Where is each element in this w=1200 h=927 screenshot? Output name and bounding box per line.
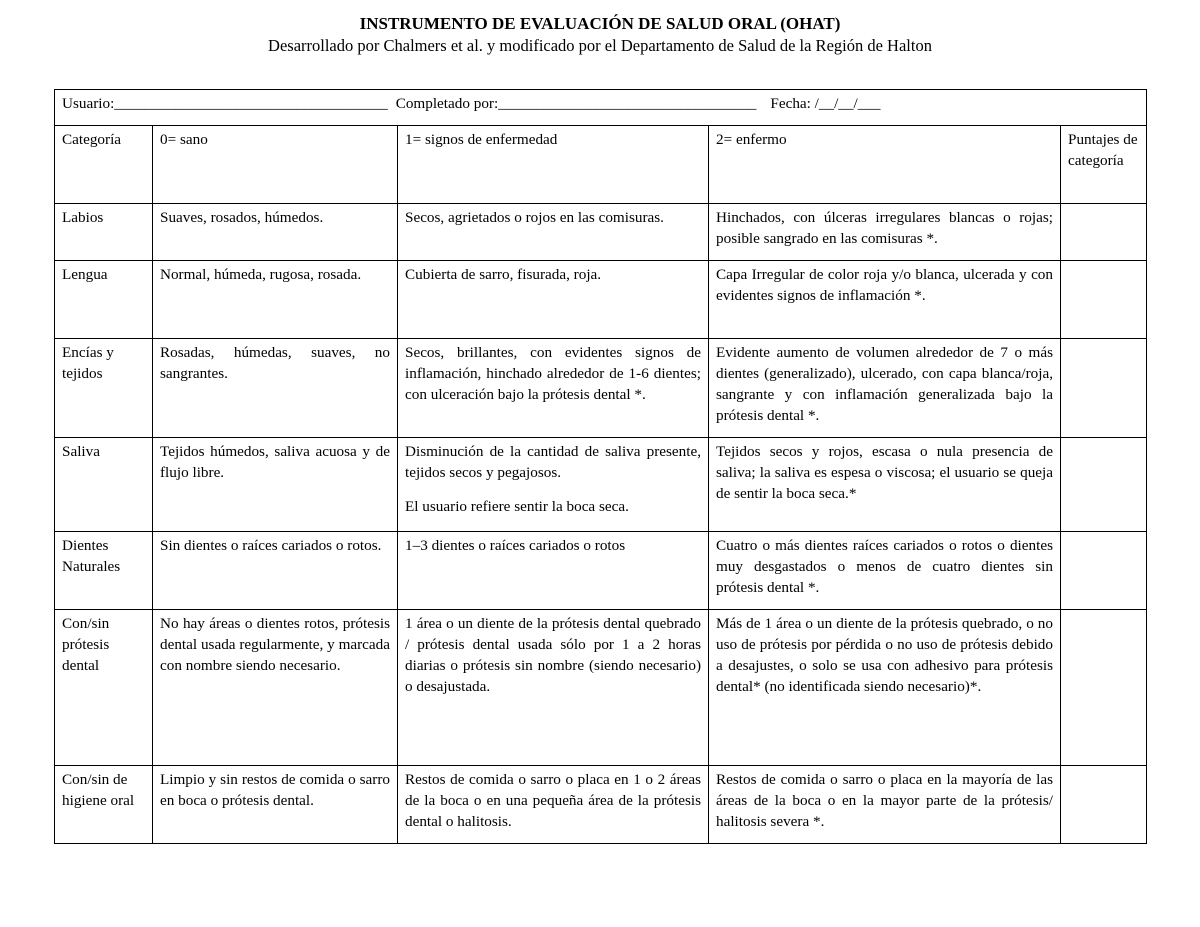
row-changes: 1–3 dientes o raíces cariados o rotos [398, 532, 709, 610]
form-header-row [55, 90, 1147, 126]
row-unhealthy: Restos de comida o sarro o placa en la mayoría de las áreas de la boca o en la mayor parte de la prótesis/ halitosis severa *. [709, 766, 1061, 844]
row-changes: Secos, brillantes, con evidentes signos de inflamación, hinchado alrededor de 1-6 dientes; con ulceración bajo la prótesis dental *. [398, 339, 709, 438]
row-unhealthy: Más de 1 área o un diente de la prótesis quebrado, o no uso de prótesis por pérdida o no uso de prótesis debido a desajustes, o solo se usa con adhesivo para prótesis dental* (no identificada siendo necesario)*. [709, 610, 1061, 766]
row-unhealthy: Hinchados, con úlceras irregulares blancas o rojas; posible sangrado en las comisuras *. [709, 204, 1061, 261]
row-changes: Disminución de la cantidad de saliva presente, tejidos secos y pegajosos. [405, 443, 701, 481]
row-changes: Restos de comida o sarro o placa en 1 o 2 áreas de la boca o en una pequeña área de la prótesis dental o halitosis. [398, 766, 709, 844]
row-healthy: Normal, húmeda, rugosa, rosada. [153, 261, 398, 339]
row-category: Lengua [55, 261, 153, 339]
row-healthy: Suaves, rosados, húmedos. [153, 204, 398, 261]
row-score-cell[interactable] [1061, 261, 1147, 339]
table-row [55, 610, 1147, 766]
row-healthy: Limpio y sin restos de comida o sarro en boca o prótesis dental. [153, 766, 398, 844]
table-row [55, 339, 1147, 438]
table-row [55, 438, 1147, 532]
date-field[interactable]: Fecha: /__/__/___ [770, 95, 881, 112]
table-row [55, 261, 1147, 339]
row-category: Con/sin prótesis dental [55, 610, 153, 766]
ohat-table [54, 89, 1147, 844]
row-changes-extra: El usuario refiere sentir la boca seca. [405, 498, 629, 515]
column-header-score-0: 0= sano [153, 126, 398, 204]
row-healthy: Rosadas, húmedas, suaves, no sangrantes. [153, 339, 398, 438]
row-score-cell[interactable] [1061, 766, 1147, 844]
column-header-category-scores: Puntajes de categoría [1061, 126, 1147, 204]
user-field[interactable]: Usuario:____________________________________ [62, 95, 388, 112]
row-changes: Secos, agrietados o rojos en las comisuras. [398, 204, 709, 261]
form-header-cell [55, 90, 1147, 126]
row-healthy: Tejidos húmedos, saliva acuosa y de flujo libre. [153, 438, 398, 532]
row-score-cell[interactable] [1061, 204, 1147, 261]
row-category: Encías y tejidos [55, 339, 153, 438]
row-category: Labios [55, 204, 153, 261]
row-category: Con/sin de higiene oral [55, 766, 153, 844]
document-subtitle: Desarrollado por Chalmers et al. y modificado por el Departamento de Salud de la Región de Halton [268, 36, 932, 55]
table-row [55, 204, 1147, 261]
row-unhealthy: Evidente aumento de volumen alrededor de 7 o más dientes (generalizado), ulcerado, con capa blanca/roja, sangrante y con inflamación generalizada bajo la prótesis dental *. [709, 339, 1061, 438]
row-score-cell[interactable] [1061, 610, 1147, 766]
row-changes: 1 área o un diente de la prótesis dental quebrado / prótesis dental usada sólo por 1 a 2 horas diarias o prótesis sin nombre (siendo necesario) o desajustada. [398, 610, 709, 766]
table-row [55, 532, 1147, 610]
row-unhealthy: Capa Irregular de color roja y/o blanca, ulcerada y con evidentes signos de inflamación *. [709, 261, 1061, 339]
row-score-cell[interactable] [1061, 339, 1147, 438]
row-unhealthy: Cuatro o más dientes raíces cariados o rotos o dientes muy desgastados o menos de cuatro dientes sin prótesis dental *. [709, 532, 1061, 610]
column-header-score-2: 2= enfermo [709, 126, 1061, 204]
row-score-cell[interactable] [1061, 532, 1147, 610]
row-category: Dientes Naturales [55, 532, 153, 610]
column-header-score-1: 1= signos de enfermedad [398, 126, 709, 204]
row-score-cell[interactable] [1061, 438, 1147, 532]
row-changes-cell [398, 438, 709, 532]
column-header-category: Categoría [55, 126, 153, 204]
row-healthy: No hay áreas o dientes rotos, prótesis dental usada regularmente, y marcada con nombre siendo necesario. [153, 610, 398, 766]
table-row [55, 766, 1147, 844]
row-changes: Cubierta de sarro, fisurada, roja. [398, 261, 709, 339]
column-header-row [55, 126, 1147, 204]
row-unhealthy: Tejidos secos y rojos, escasa o nula presencia de saliva; la saliva es espesa o viscosa; el usuario se queja de sentir la boca seca.* [709, 438, 1061, 532]
row-healthy: Sin dientes o raíces cariados o rotos. [153, 532, 398, 610]
document-title: INSTRUMENTO DE EVALUACIÓN DE SALUD ORAL (OHAT) [359, 14, 841, 33]
row-category: Saliva [55, 438, 153, 532]
completed-by-field[interactable]: Completado por:__________________________________ [395, 95, 757, 112]
